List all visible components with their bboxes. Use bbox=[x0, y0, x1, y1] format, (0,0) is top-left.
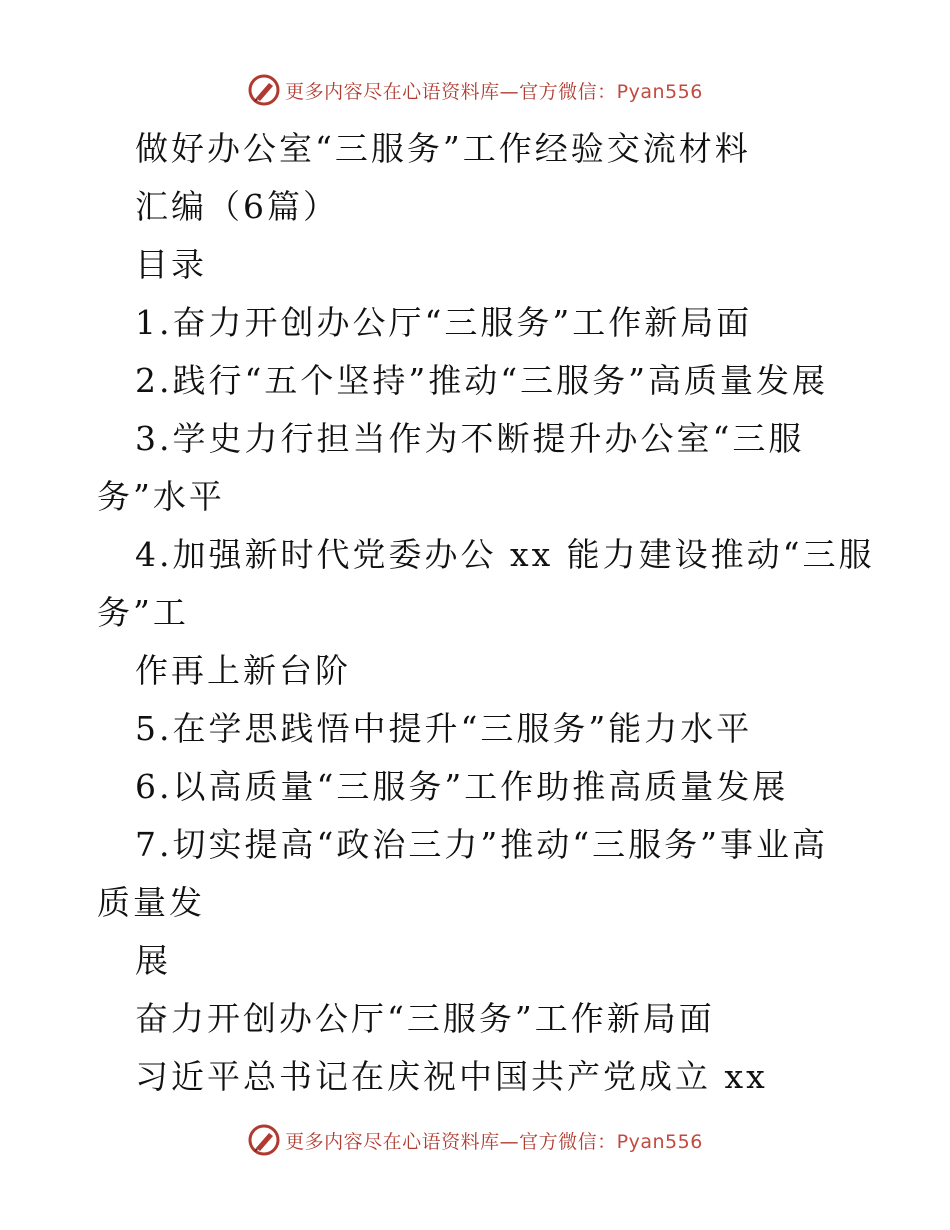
watermark-banner-top bbox=[0, 70, 950, 110]
toc-item-4: 4.加强新时代党委办公 xx 能力建设推动“三服 bbox=[135, 535, 875, 574]
toc-item-6: 6.以高质量“三服务”工作助推高质量发展 bbox=[135, 767, 789, 806]
pen-logo-icon bbox=[247, 1123, 281, 1157]
watermark-text: 更多内容尽在心语资料库—官方微信：Pyan556 bbox=[285, 80, 703, 103]
wechat-id: Pyan556 bbox=[616, 80, 703, 103]
toc-item-3: 3.学史力行担当作为不断提升办公室“三服 bbox=[135, 419, 805, 458]
wechat-id: Pyan556 bbox=[616, 1130, 703, 1153]
toc-item-5: 5.在学思践悟中提升“三服务”能力水平 bbox=[135, 709, 753, 748]
toc-item-7: 7.切实提高“政治三力”推动“三服务”事业高 bbox=[135, 825, 828, 864]
doc-title-line-1: 做好办公室“三服务”工作经验交流材料 bbox=[135, 129, 751, 168]
doc-title-line-2: 汇编（6篇） bbox=[135, 187, 339, 226]
toc-item-4-cont-2: 作再上新台阶 bbox=[135, 651, 351, 690]
toc-item-1: 1.奋力开创办公厅“三服务”工作新局面 bbox=[135, 303, 753, 342]
toc-item-2: 2.践行“五个坚持”推动“三服务”高质量发展 bbox=[135, 361, 828, 400]
section-heading: 奋力开创办公厅“三服务”工作新局面 bbox=[135, 999, 715, 1038]
pen-logo-icon bbox=[247, 73, 281, 107]
toc-item-7-cont: 质量发 bbox=[97, 883, 205, 922]
toc-item-7-cont-2: 展 bbox=[135, 941, 171, 980]
toc-item-4-cont: 务”工 bbox=[97, 593, 189, 632]
toc-heading: 目录 bbox=[135, 245, 207, 284]
toc-item-3-cont: 务”水平 bbox=[97, 477, 225, 516]
body-paragraph-line: 习近平总书记在庆祝中国共产党成立 xx bbox=[135, 1057, 768, 1096]
watermark-text: 更多内容尽在心语资料库—官方微信：Pyan556 bbox=[285, 1130, 703, 1153]
watermark-banner-bottom bbox=[0, 1120, 950, 1160]
